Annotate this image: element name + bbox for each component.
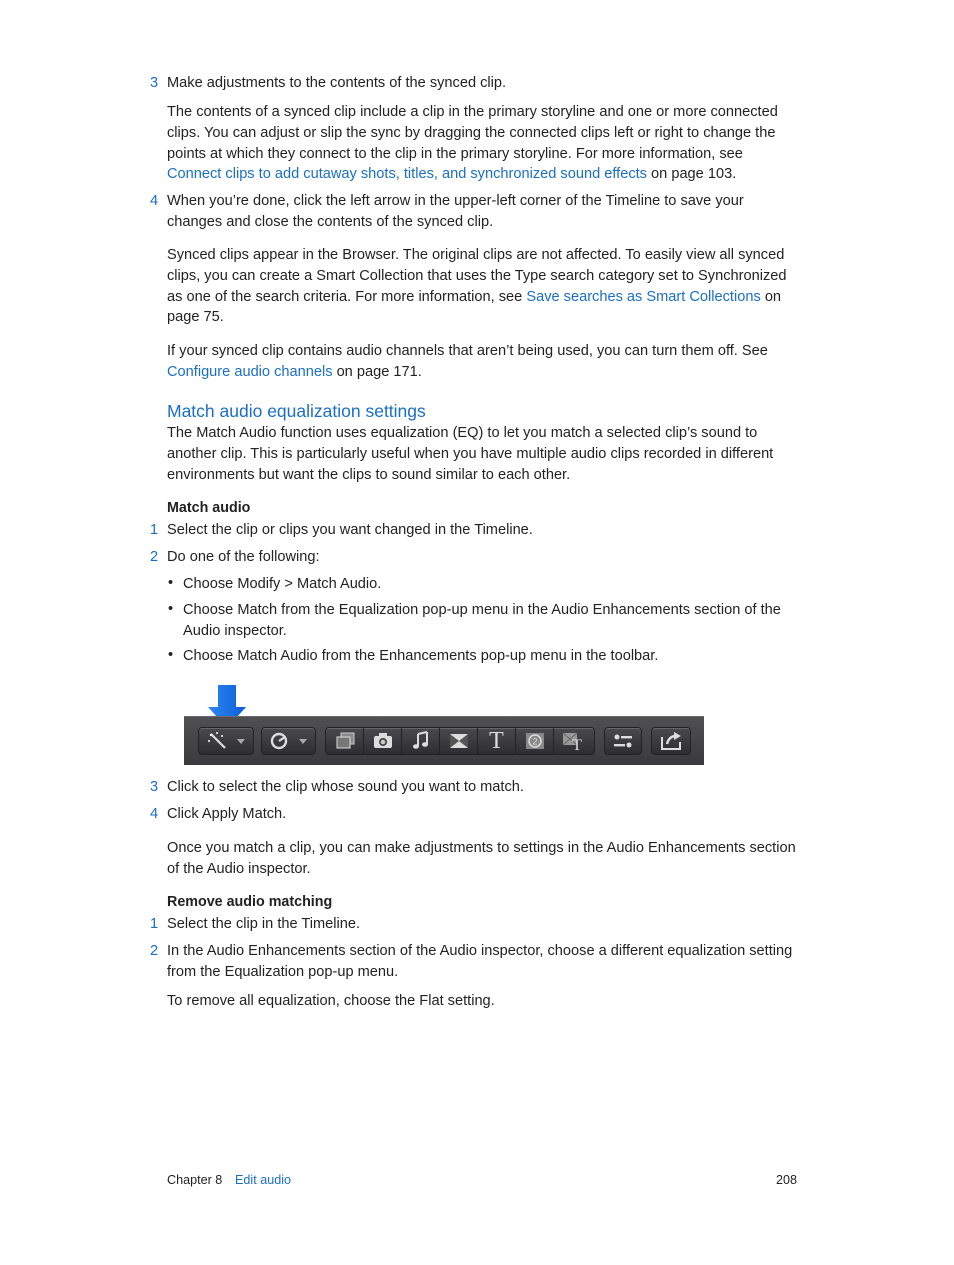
step-number: 2: [150, 549, 159, 565]
step-text: Click Apply Match.: [167, 806, 287, 822]
enhancements-button[interactable]: [199, 728, 253, 754]
link-smart-collections[interactable]: Save searches as Smart Collections: [526, 288, 761, 305]
step-number: 4: [150, 193, 159, 209]
bullet-dot: •: [168, 601, 174, 617]
subheading-remove-audio-matching: Remove audio matching: [167, 894, 333, 910]
chevron-down-icon: [237, 739, 245, 744]
subheading-match-audio: Match audio: [167, 500, 251, 516]
bullet-item: Choose Match from the Equalization pop-up menu in the Audio Enhancements section of the Audio inspector.: [183, 602, 781, 639]
step-text: When you’re done, click the left arrow in the upper-left corner of the Timeline to save your changes and close the contents of the synced clip.: [167, 193, 744, 230]
inspector-toggle[interactable]: [604, 727, 642, 755]
bullet-dot: •: [168, 575, 174, 591]
step-text: Select the clip in the Timeline.: [167, 916, 361, 932]
photos-browser-icon: [334, 731, 356, 751]
enhancements-menu[interactable]: [198, 727, 254, 755]
paragraph-synced-browser: [167, 245, 797, 328]
share-icon: [659, 731, 683, 751]
paragraph-text: The contents of a synced clip include a clip in the primary storyline and one or more connected clips. You can adjust or slip the sync by dragging the connected clips left or right to change the points at which they connect to the clip in the primary storyline. For more information, see: [167, 104, 778, 162]
retime-icon: [267, 731, 311, 751]
step-text: In the Audio Enhancements section of the Audio inspector, choose a different equalization setting from the Equalization pop-up menu.: [167, 943, 793, 980]
share-menu[interactable]: [651, 727, 691, 755]
titles-button[interactable]: [478, 728, 516, 754]
step-number: 1: [150, 916, 159, 932]
step-number: 4: [150, 806, 159, 822]
step-number: 3: [150, 75, 159, 91]
step-number: 3: [150, 779, 159, 795]
inspector-button[interactable]: [605, 728, 641, 754]
magic-wand-icon: [207, 731, 247, 751]
match-note: Once you match a clip, you can make adjustments to settings in the Audio Enhancements section of the Audio inspector.: [167, 840, 796, 877]
inspector-icon: [612, 731, 634, 751]
step-text: Select the clip or clips you want changed in the Timeline.: [167, 522, 533, 538]
music-note-icon: [410, 731, 432, 751]
themes-icon: [561, 731, 585, 751]
generators-icon: [524, 731, 546, 751]
footer-chapter-link[interactable]: Edit audio: [235, 1173, 292, 1187]
step-text: Make adjustments to the contents of the synced clip.: [167, 75, 507, 91]
remove-note: To remove all equalization, choose the Flat setting.: [167, 993, 495, 1009]
step-text: Click to select the clip whose sound you want to match.: [167, 779, 524, 795]
link-connect-clips[interactable]: Connect clips to add cutaway shots, titles, and synchronized sound effects: [167, 166, 647, 183]
generators-button[interactable]: [516, 728, 554, 754]
step-text: Do one of the following:: [167, 549, 320, 565]
bullet-item: Choose Match Audio from the Enhancements pop-up menu in the toolbar.: [183, 648, 659, 664]
transitions-icon: [448, 731, 470, 751]
themes-button[interactable]: [554, 728, 592, 754]
footer-chapter: Chapter 8: [167, 1173, 223, 1187]
retime-button[interactable]: [262, 728, 315, 754]
paragraph-audio-channels: [167, 341, 797, 383]
step-number: 2: [150, 943, 159, 959]
retime-menu[interactable]: [261, 727, 316, 755]
section-intro: The Match Audio function uses equalization (EQ) to let you match a selected clip’s sound to another clip. This is particularly useful when you have multiple audio clips recorded in different environments but want the clips to sound similar to each other.: [167, 425, 774, 483]
photos-browser-button[interactable]: [326, 728, 364, 754]
step-number: 1: [150, 522, 159, 538]
paragraph-text: Synced clips appear in the Browser. The original clips are not affected. To easily view all synced clips, you can create a Smart Collection that uses the Type search category set to Synchronized as one of the search criteria. For more information, see: [167, 247, 787, 305]
camera-icon: [372, 731, 394, 751]
media-browser-buttons: [325, 727, 595, 755]
section-title: Match audio equalization settings: [167, 401, 426, 421]
svg-text:T: T: [572, 737, 582, 751]
page-number: 208: [776, 1173, 798, 1187]
link-configure-audio-channels[interactable]: Configure audio channels: [167, 363, 333, 380]
titles-icon: T: [489, 727, 504, 754]
paragraph-synced-contents: [167, 102, 797, 185]
paragraph-text-after: on page 171.: [332, 363, 422, 380]
paragraph-text-after: on page 75.: [167, 288, 782, 326]
bullet-dot: •: [168, 647, 174, 663]
bullet-item: Choose Modify > Match Audio.: [183, 576, 382, 592]
svg-text:2: 2: [531, 736, 538, 747]
paragraph-text-after: on page 103.: [646, 166, 737, 183]
camera-button[interactable]: [364, 728, 402, 754]
music-button[interactable]: [402, 728, 440, 754]
toolbar-screenshot: [184, 716, 704, 765]
share-button[interactable]: [652, 728, 690, 754]
transitions-button[interactable]: [440, 728, 478, 754]
paragraph-text: If your synced clip contains audio channels that aren’t being used, you can turn them off. See: [167, 343, 768, 359]
